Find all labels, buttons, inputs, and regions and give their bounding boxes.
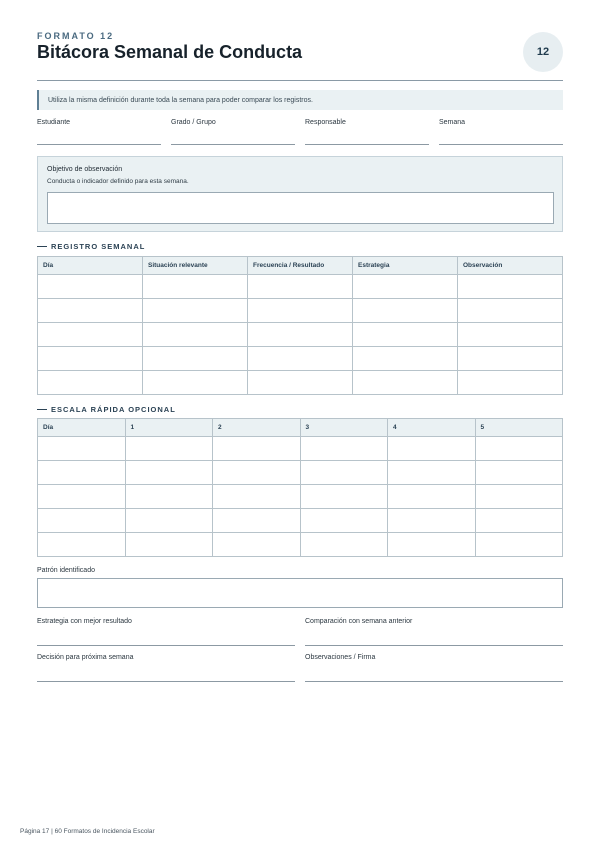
table-cell[interactable]	[213, 461, 301, 485]
table-cell[interactable]	[143, 275, 248, 299]
quick-scale-section-title	[37, 405, 176, 414]
quick-scale-title: ESCALA RÁPIDA OPCIONAL	[51, 405, 176, 414]
table-cell[interactable]	[38, 533, 126, 557]
objective-sublabel: Conducta o indicador definido para esta semana.	[47, 178, 189, 185]
section-dash	[37, 409, 47, 410]
table-header-cell: 1	[125, 419, 213, 437]
table-cell[interactable]	[388, 509, 476, 533]
table-row	[38, 347, 563, 371]
table-row	[38, 461, 563, 485]
table-cell[interactable]	[125, 509, 213, 533]
table-cell[interactable]	[213, 533, 301, 557]
table-row	[38, 371, 563, 395]
table-cell[interactable]	[388, 485, 476, 509]
table-header-cell: 5	[475, 419, 563, 437]
header-divider	[37, 80, 563, 81]
table-cell[interactable]	[475, 437, 563, 461]
table-cell[interactable]	[475, 485, 563, 509]
table-cell[interactable]	[300, 509, 388, 533]
week-label: Semana	[439, 119, 466, 126]
page-title: Bitácora Semanal de Conducta	[37, 42, 303, 62]
table-cell[interactable]	[248, 371, 353, 395]
table-cell[interactable]	[125, 533, 213, 557]
table-cell[interactable]	[353, 323, 458, 347]
table-cell[interactable]	[213, 485, 301, 509]
table-header-cell: Estrategia	[353, 257, 458, 275]
table-cell[interactable]	[38, 347, 143, 371]
table-cell[interactable]	[38, 299, 143, 323]
table-cell[interactable]	[388, 533, 476, 557]
table-header-cell: Frecuencia / Resultado	[248, 257, 353, 275]
weekly-log-table	[37, 256, 563, 395]
table-row	[38, 323, 563, 347]
comparison-field[interactable]	[305, 618, 563, 646]
table-row	[38, 509, 563, 533]
format-number-badge: 12	[523, 32, 563, 72]
weekly-log-section-title	[37, 242, 145, 251]
table-header-cell: 4	[388, 419, 476, 437]
objective-panel	[37, 156, 563, 232]
student-label: Estudiante	[37, 119, 71, 126]
table-row	[38, 485, 563, 509]
table-cell[interactable]	[300, 533, 388, 557]
table-cell[interactable]	[353, 299, 458, 323]
table-cell[interactable]	[143, 347, 248, 371]
table-cell[interactable]	[38, 485, 126, 509]
table-cell[interactable]	[248, 323, 353, 347]
table-cell[interactable]	[125, 485, 213, 509]
student-field[interactable]	[37, 119, 161, 145]
table-cell[interactable]	[38, 509, 126, 533]
table-row	[38, 437, 563, 461]
quick-scale-table	[37, 418, 563, 557]
grade-label: Grado / Grupo	[171, 119, 216, 126]
table-cell[interactable]	[248, 347, 353, 371]
table-cell[interactable]	[388, 461, 476, 485]
table-header-cell: Observación	[458, 257, 563, 275]
format-kicker: FORMATO 12	[37, 31, 115, 41]
table-cell[interactable]	[38, 275, 143, 299]
table-header-cell: Día	[38, 257, 143, 275]
table-cell[interactable]	[143, 323, 248, 347]
table-cell[interactable]	[388, 437, 476, 461]
observations-signature-label: Observaciones / Firma	[305, 654, 376, 661]
responsible-field[interactable]	[305, 119, 429, 145]
table-cell[interactable]	[458, 371, 563, 395]
table-cell[interactable]	[300, 461, 388, 485]
weekly-log-title: REGISTRO SEMANAL	[51, 242, 146, 251]
best-strategy-label: Estrategia con mejor resultado	[37, 618, 132, 625]
pattern-label: Patrón identificado	[37, 567, 95, 574]
table-cell[interactable]	[353, 275, 458, 299]
table-cell[interactable]	[125, 461, 213, 485]
table-cell[interactable]	[300, 485, 388, 509]
table-cell[interactable]	[353, 347, 458, 371]
table-cell[interactable]	[38, 323, 143, 347]
objective-input-box[interactable]	[47, 192, 554, 224]
observations-signature-field[interactable]	[305, 654, 563, 682]
table-header-row	[38, 419, 563, 437]
table-cell[interactable]	[143, 299, 248, 323]
table-cell[interactable]	[38, 437, 126, 461]
objective-label: Objetivo de observación	[47, 166, 123, 173]
table-header-cell: 3	[300, 419, 388, 437]
page-footer: Página 17 | 60 Formatos de Incidencia Escolar	[20, 828, 155, 835]
instruction-note: Utiliza la misma definición durante toda la semana para poder comparar los registros.	[37, 90, 563, 110]
table-row	[38, 299, 563, 323]
table-cell[interactable]	[475, 509, 563, 533]
table-header-cell: 2	[213, 419, 301, 437]
table-cell[interactable]	[213, 509, 301, 533]
table-cell[interactable]	[458, 275, 563, 299]
decision-field[interactable]	[37, 654, 295, 682]
table-cell[interactable]	[300, 437, 388, 461]
table-cell[interactable]	[458, 299, 563, 323]
comparison-label: Comparación con semana anterior	[305, 618, 413, 625]
table-cell[interactable]	[38, 461, 126, 485]
section-dash	[37, 246, 47, 247]
best-strategy-field[interactable]	[37, 618, 295, 646]
table-cell[interactable]	[213, 437, 301, 461]
week-field[interactable]	[439, 119, 563, 145]
pattern-input-box[interactable]	[37, 578, 563, 608]
table-cell[interactable]	[458, 347, 563, 371]
table-cell[interactable]	[458, 323, 563, 347]
table-row	[38, 275, 563, 299]
table-cell[interactable]	[248, 299, 353, 323]
table-cell[interactable]	[475, 533, 563, 557]
table-cell[interactable]	[125, 437, 213, 461]
grade-field[interactable]	[171, 119, 295, 145]
table-cell[interactable]	[353, 371, 458, 395]
table-header-cell: Día	[38, 419, 126, 437]
table-row	[38, 533, 563, 557]
table-cell[interactable]	[143, 371, 248, 395]
table-cell[interactable]	[38, 371, 143, 395]
table-cell[interactable]	[248, 275, 353, 299]
table-header-row	[38, 257, 563, 275]
table-header-cell: Situación relevante	[143, 257, 248, 275]
decision-label: Decisión para próxima semana	[37, 654, 134, 661]
responsible-label: Responsable	[305, 119, 346, 126]
table-cell[interactable]	[475, 461, 563, 485]
